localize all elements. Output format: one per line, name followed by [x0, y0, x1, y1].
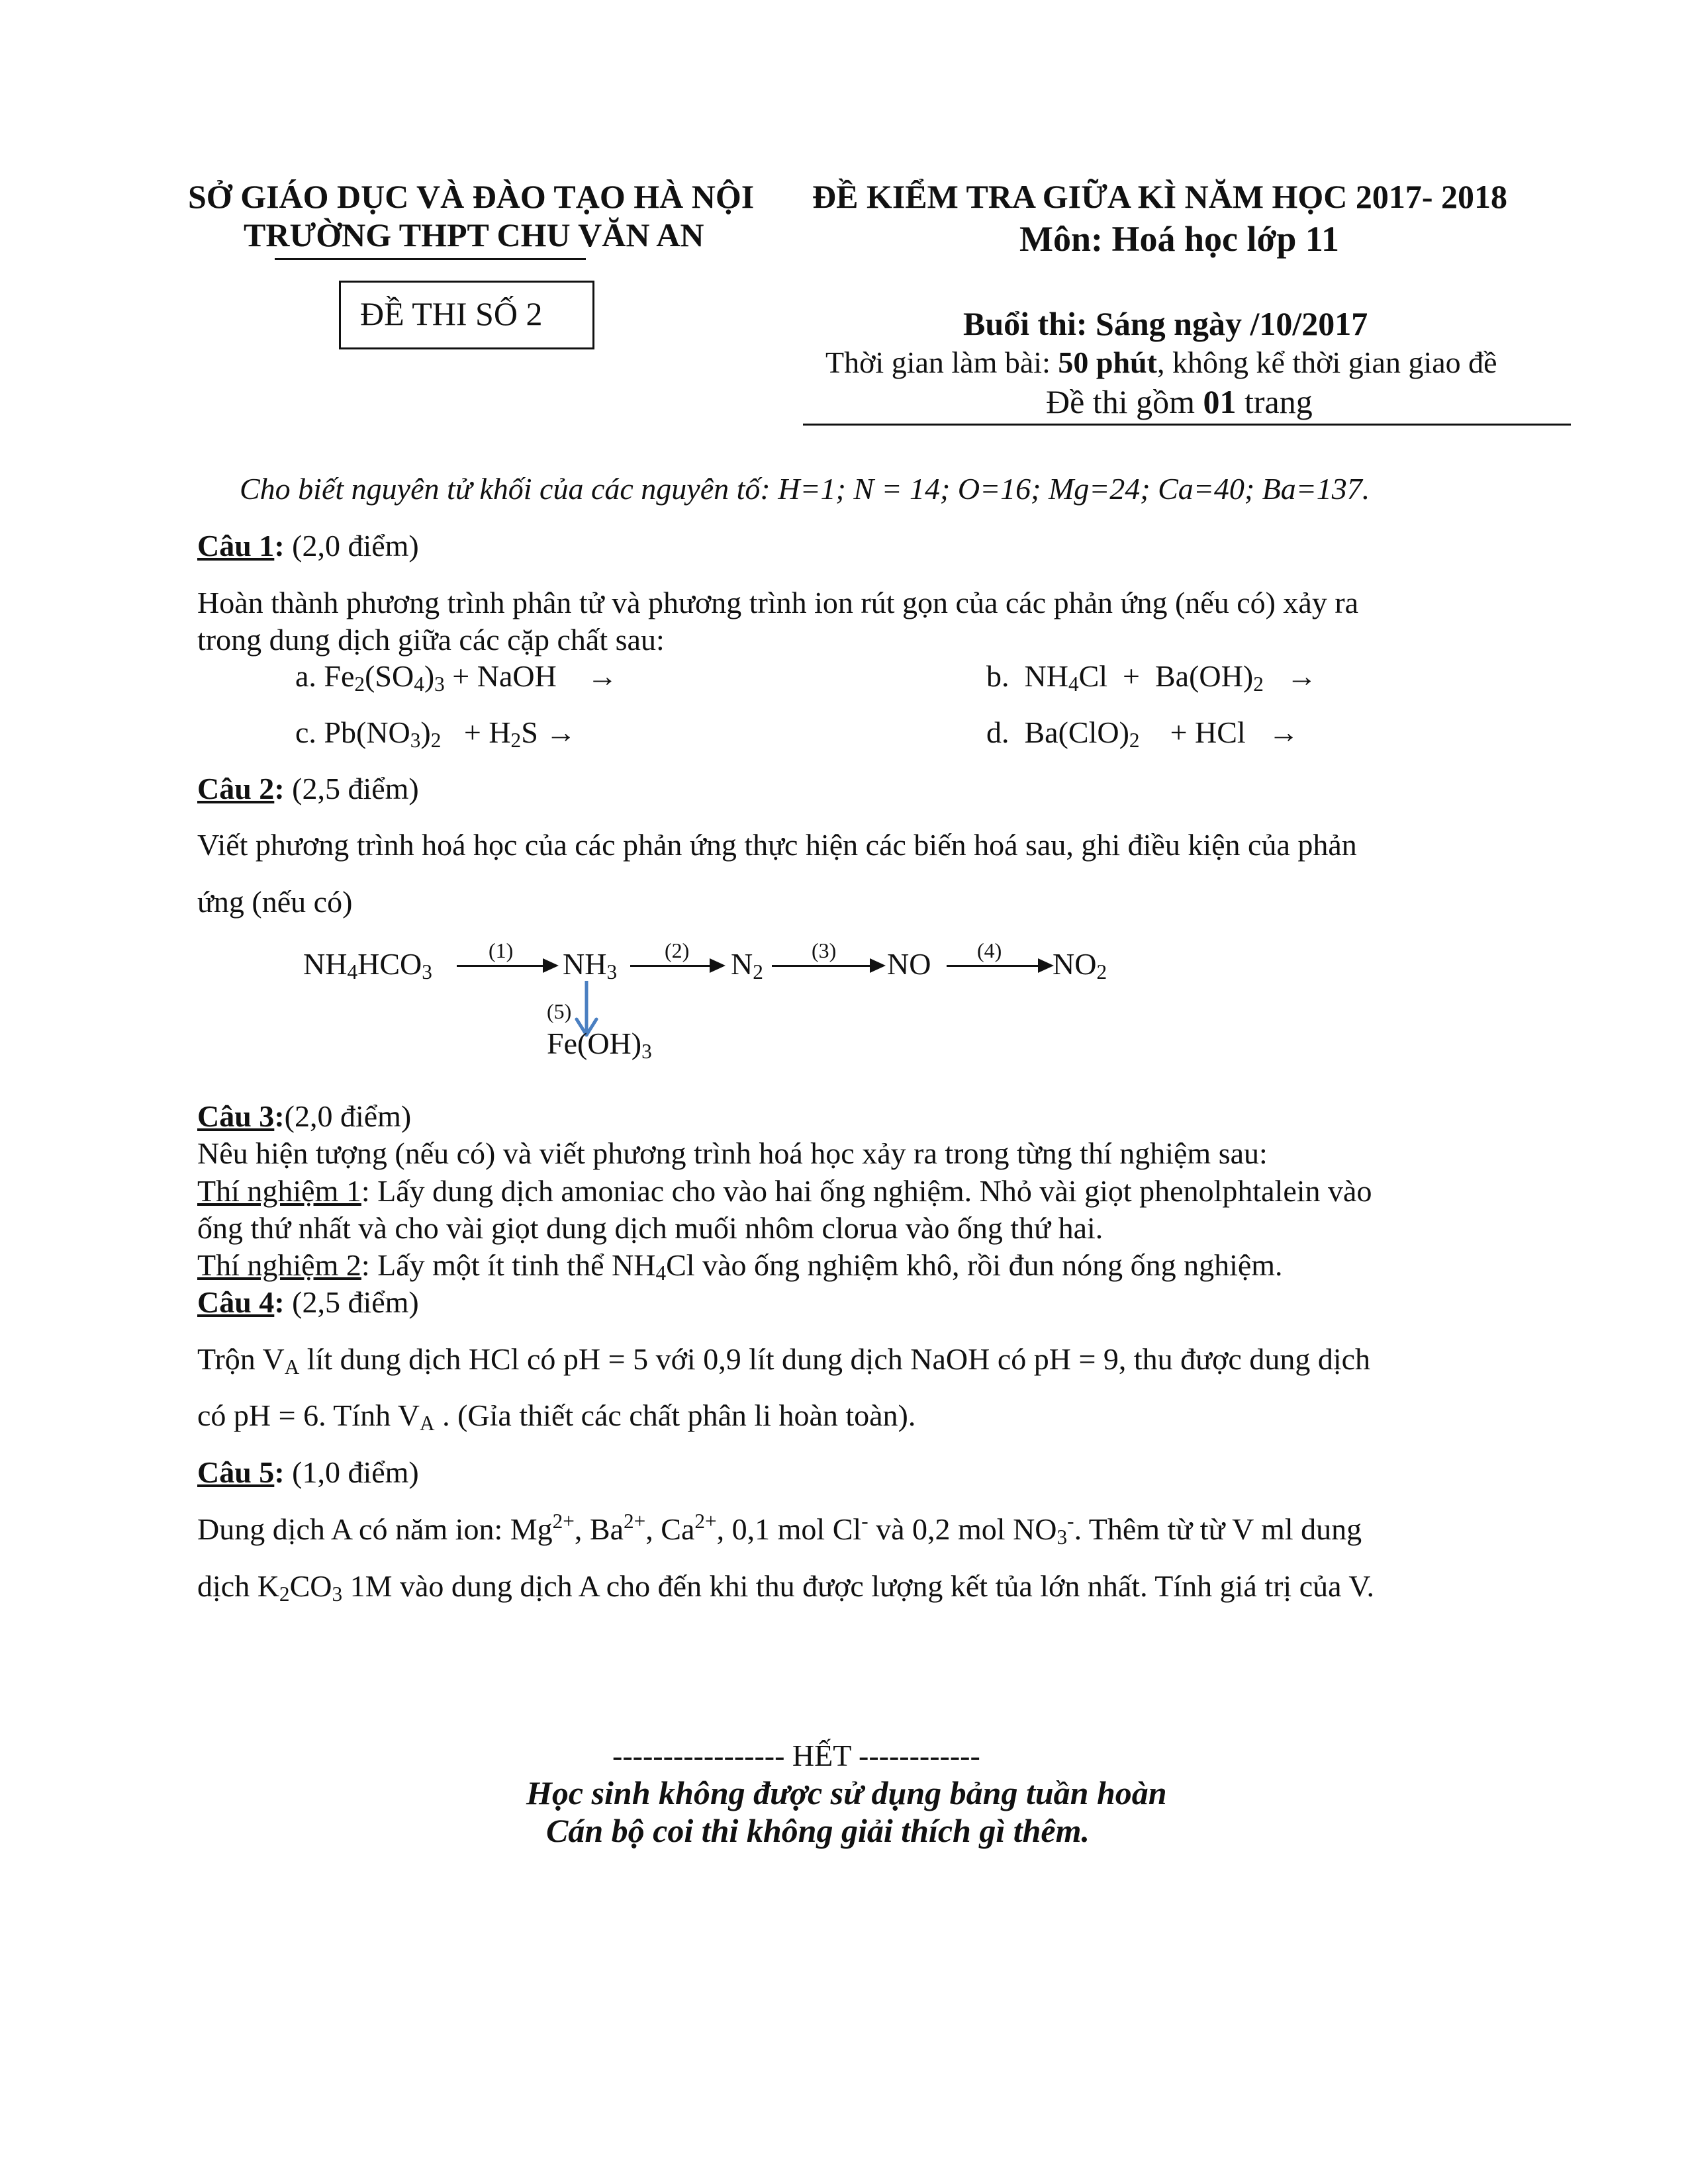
arrow-4: [947, 965, 1039, 967]
school-underline: [275, 258, 586, 260]
arrow-2-label: (2): [665, 938, 690, 962]
arrow-3: [772, 965, 871, 967]
question-5-line2: dịch $K_2CO_3$ 1M vào dung dịch A cho đến khi thu được lượng kết tủa lớn nhất. Tính giá trị của V.: [197, 1569, 1374, 1606]
exam-title: ĐỀ KIỂM TRA GIỮA KÌ NĂM HỌC 2017- 2018: [812, 178, 1508, 215]
arrow-4-head: [1038, 958, 1054, 973]
arrow-3-label: (3): [812, 938, 837, 962]
scheme-nh3: $NH_3$: [563, 947, 618, 983]
question-5-line1: Dung dịch A có năm ion: $Mg^{2+}$, $Ba^{2+}$, $Ca^{2+}$, 0,1 mol Cl- và 0,2 mol $NO_3^-$. Thêm từ từ V ml dung: [197, 1509, 1362, 1549]
reaction-c: c. $Pb(NO_3)_2 + H_2S$ →: [295, 715, 577, 752]
footer-note-2: Cán bộ coi thi không giải thích gì thêm.: [546, 1812, 1090, 1849]
scheme-n2: $N_2$: [731, 947, 763, 983]
arrow-1-label: (1): [489, 938, 514, 962]
question-2-heading: Câu 2: (2,5 điểm): [197, 772, 419, 805]
question-1-text-line2: trong dung dịch giữa các cặp chất sau:: [197, 623, 665, 657]
arrow-5-label: (5): [547, 999, 572, 1023]
arrow-2-head: [710, 958, 726, 973]
arrow-3-head: [870, 958, 886, 973]
question-4-line2: có pH = 6. Tính $V_A$ . (Gỉa thiết các chất phân li hoàn toàn).: [197, 1398, 916, 1435]
end-marker: ----------------- HẾT ------------: [612, 1739, 980, 1772]
exam-duration: Thời gian làm bài: 50 phút, không kể thời gian giao đề: [825, 345, 1497, 379]
scheme-nh4hco3: $NH_4HCO_3$: [303, 947, 432, 983]
question-2-text-line2: ứng (nếu có): [197, 885, 353, 919]
question-4-line1: Trộn $V_A$ lít dung dịch HCl có pH = 5 với 0,9 lít dung dịch NaOH có pH = 9, thu được dung dịch: [197, 1342, 1371, 1379]
question-5-heading: Câu 5: (1,0 điểm): [197, 1455, 419, 1489]
reaction-b: b. $NH_4Cl + Ba(OH)_2$ →: [986, 659, 1317, 696]
scheme-no2: $NO_2$: [1053, 947, 1107, 983]
reaction-a: a. $Fe_2(SO_4)_3$ + NaOH →: [295, 659, 618, 696]
arrow-1: [457, 965, 544, 967]
question-4-heading: Câu 4: (2,5 điểm): [197, 1285, 419, 1319]
exam-code: ĐỀ THI SỐ 2: [360, 295, 543, 332]
school-name: TRƯỜNG THPT CHU VĂN AN: [244, 216, 704, 253]
scheme-feoh3: $Fe(OH)_3$: [547, 1026, 652, 1063]
question-3-intro: Nêu hiện tượng (nếu có) và viết phương trình hoá học xảy ra trong từng thí nghiệm sau:: [197, 1136, 1268, 1170]
question-3-heading: Câu 3:(2,0 điểm): [197, 1099, 412, 1133]
atomic-mass-note: Cho biết nguyên tử khối của các nguyên tố: H=1; N = 14; O=16; Mg=24; Ca=40; Ba=137.: [240, 472, 1370, 506]
scheme-no: NO: [887, 947, 931, 981]
header-divider: [803, 424, 1571, 426]
question-2-text-line1: Viết phương trình hoá học của các phản ứng thực hiện các biến hoá sau, ghi điều kiện của phản: [197, 828, 1357, 862]
question-1-heading: Câu 1: (2,0 điểm): [197, 529, 419, 563]
arrow-2: [630, 965, 711, 967]
experiment-1-line2: ống thứ nhất và cho vài giọt dung dịch muối nhôm clorua vào ống thứ hai.: [197, 1211, 1103, 1245]
department-name: SỞ GIÁO DỤC VÀ ĐÀO TẠO HÀ NỘI: [188, 178, 755, 215]
exam-session: Buổi thi: Sáng ngày /10/2017: [963, 305, 1368, 342]
question-1-text-line1: Hoàn thành phương trình phân tử và phương trình ion rút gọn của các phản ứng (nếu có) xảy ra: [197, 586, 1359, 619]
experiment-2: Thí nghiệm 2: Lấy một ít tinh thể $NH_4Cl$ vào ống nghiệm khô, rồi đun nóng ống nghiệm.: [197, 1248, 1283, 1285]
arrow-1-head: [543, 958, 559, 973]
exam-pages: Đề thi gồm 01 trang: [1046, 383, 1313, 420]
footer-note-1: Học sinh không được sử dụng bảng tuần hoàn: [526, 1774, 1167, 1811]
subject: Môn: Hoá học lớp 11: [1019, 219, 1339, 259]
reaction-d: d. $Ba(ClO)_2$ + HCl →: [986, 715, 1299, 752]
arrow-4-label: (4): [977, 938, 1002, 962]
experiment-1-line1: Thí nghiệm 1: Lấy dung dịch amoniac cho vào hai ống nghiệm. Nhỏ vài giọt phenolphtalein vào: [197, 1174, 1372, 1208]
